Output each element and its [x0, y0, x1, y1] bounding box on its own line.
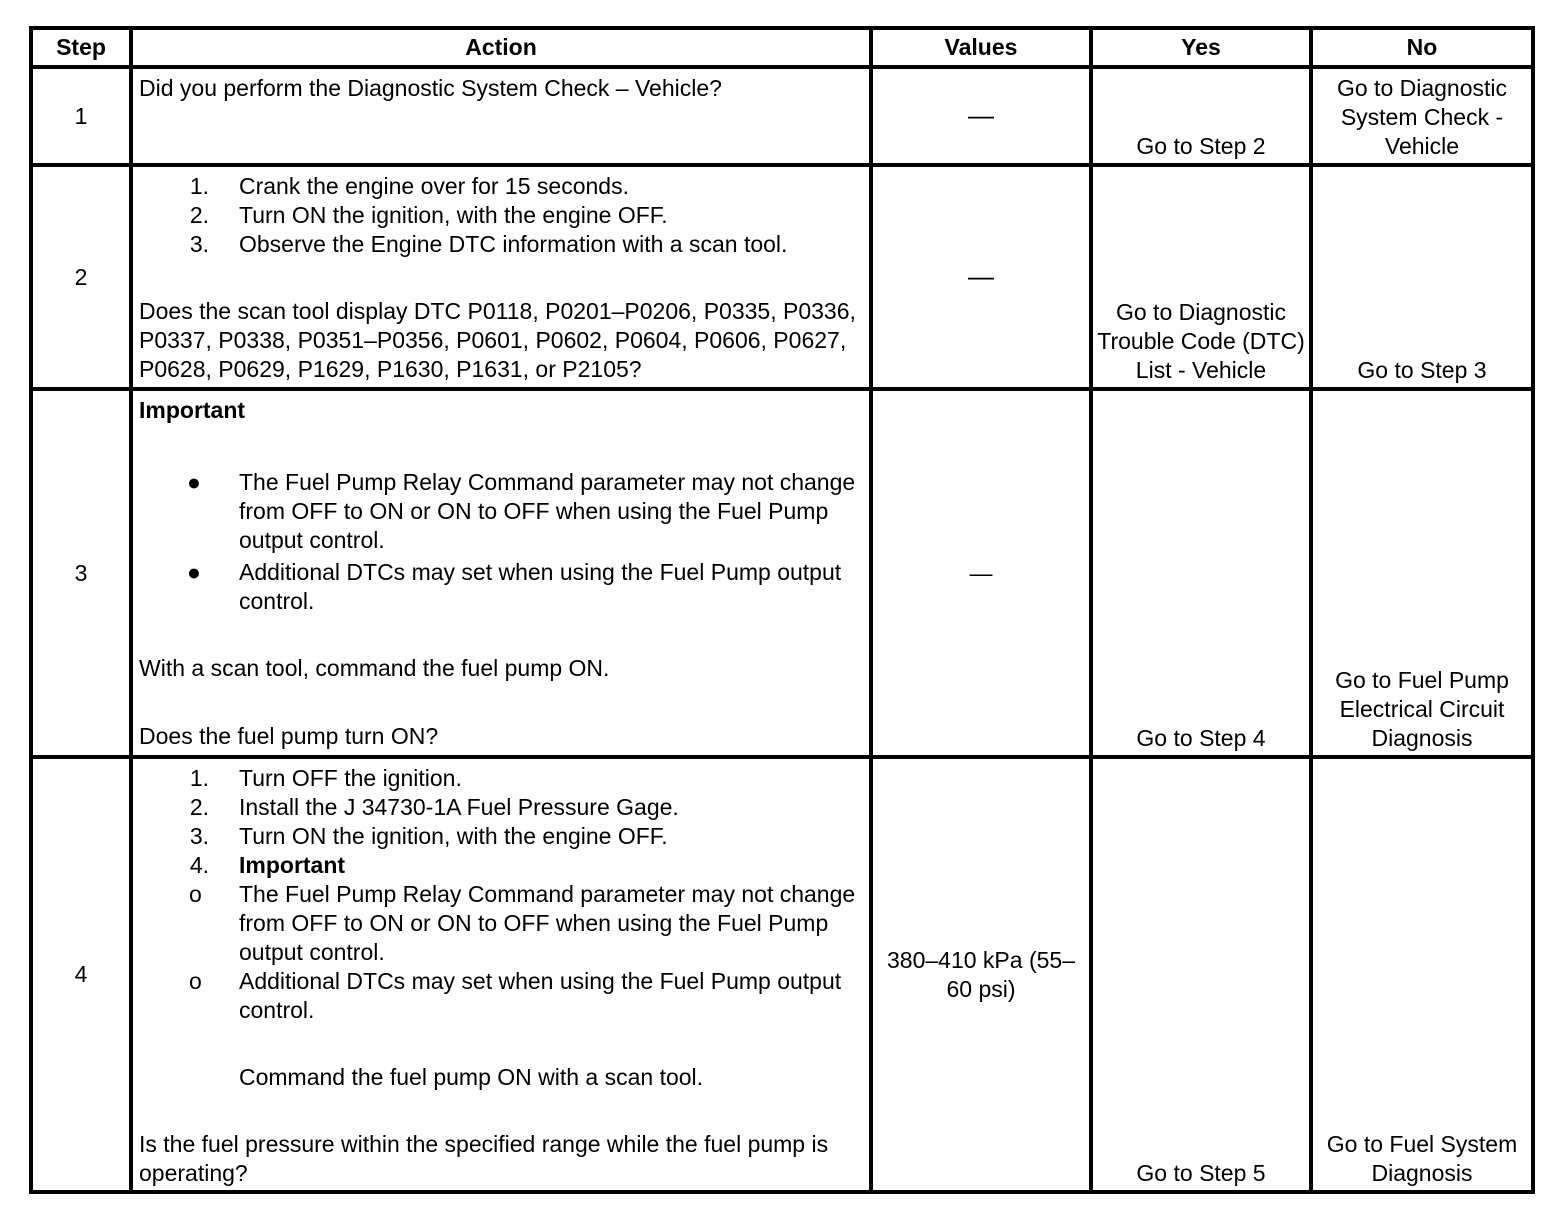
important-heading: Important [139, 397, 246, 423]
list-item [139, 764, 865, 793]
step-number: 3 [31, 389, 131, 757]
important-heading: Important [239, 852, 346, 878]
list-number: 4. [189, 852, 209, 878]
list-item [139, 558, 865, 616]
list-text: Install the J 34730-1A Fuel Pressure Gage. [239, 794, 679, 820]
step-number: 2 [31, 165, 131, 389]
values-dash: — [969, 559, 993, 586]
no-cell [1311, 165, 1533, 389]
header-values: Values [871, 28, 1091, 67]
action-cell [131, 389, 871, 757]
action-instruction: With a scan tool, command the fuel pump ON. [139, 655, 610, 681]
action-cell [131, 165, 871, 389]
values-cell [871, 389, 1091, 757]
action-question: Did you perform the Diagnostic System Check – Vehicle? [139, 75, 722, 101]
step-number: 4 [31, 757, 131, 1192]
action-instruction: Command the fuel pump ON with a scan tool. [239, 1064, 704, 1090]
list-text: Turn ON the ignition, with the engine OFF. [239, 823, 668, 849]
list-text: Crank the engine over for 15 seconds. [239, 173, 629, 199]
important-sub-bullets [139, 880, 865, 1025]
no-action: Go to Diagnostic System Check - Vehicle [1336, 75, 1508, 159]
list-number: 2. [189, 794, 209, 820]
list-text: The Fuel Pump Relay Command parameter may not change from OFF to ON or ON to OFF when using the Fuel Pump output control. [239, 881, 856, 965]
list-item [139, 230, 865, 259]
list-text: The Fuel Pump Relay Command parameter may not change from OFF to ON or ON to OFF when using the Fuel Pump output control. [239, 469, 856, 553]
values-cell [871, 165, 1091, 389]
list-text: Observe the Engine DTC information with a scan tool. [239, 231, 788, 257]
list-text: Additional DTCs may set when using the Fuel Pump output control. [239, 559, 842, 614]
list-item [139, 851, 865, 880]
header-step: Step [31, 28, 131, 67]
list-item [139, 201, 865, 230]
list-item [139, 967, 865, 1025]
header-row [31, 28, 1533, 67]
no-cell [1311, 757, 1533, 1192]
bullet-icon: ● [187, 559, 201, 585]
table-row-step-1 [31, 67, 1533, 165]
no-cell [1311, 389, 1533, 757]
bullet-icon: ● [187, 469, 201, 495]
values-cell [871, 757, 1091, 1192]
circle-bullet-icon: o [189, 881, 202, 907]
list-item [139, 172, 865, 201]
yes-cell [1091, 389, 1311, 757]
list-item [139, 793, 865, 822]
list-number: 1. [189, 765, 209, 791]
header-no: No [1311, 28, 1533, 67]
list-text: Additional DTCs may set when using the Fuel Pump output control. [239, 968, 842, 1023]
list-number: 1. [189, 173, 209, 199]
values-range: 380–410 kPa (55–60 psi) [887, 946, 1075, 1002]
table-row-step-3 [31, 389, 1533, 757]
diagnostic-table [29, 26, 1535, 1194]
yes-action: Go to Step 5 [1136, 1160, 1266, 1186]
yes-action: Go to Step 2 [1136, 133, 1266, 159]
action-question: Does the scan tool display DTC P0118, P0201–P0206, P0335, P0336, P0337, P0338, P0351–P0356, P0601, P0602, P0604, P0606, P0627, P0628, P0629, P1629, P1630, P1631, or P2105? [139, 298, 856, 382]
list-item [139, 880, 865, 967]
table-row-step-2 [31, 165, 1533, 389]
values-dash: — [968, 100, 994, 130]
action-cell [131, 757, 871, 1192]
action-question: Is the fuel pressure within the specified range while the fuel pump is operating? [139, 1131, 829, 1186]
list-number: 3. [189, 823, 209, 849]
header-yes: Yes [1091, 28, 1311, 67]
yes-cell [1091, 757, 1311, 1192]
no-action: Go to Fuel System Diagnosis [1326, 1131, 1518, 1186]
numbered-steps [139, 764, 865, 880]
action-question: Does the fuel pump turn ON? [139, 723, 439, 749]
circle-bullet-icon: o [189, 968, 202, 994]
list-text: Turn OFF the ignition. [239, 765, 462, 791]
step-number: 1 [31, 67, 131, 165]
list-item [139, 468, 865, 555]
list-text: Turn ON the ignition, with the engine OFF. [239, 202, 668, 228]
numbered-steps [139, 172, 865, 259]
list-number: 3. [189, 231, 209, 257]
important-bullets [139, 468, 865, 616]
no-action: Go to Step 3 [1357, 357, 1487, 383]
action-cell [131, 67, 871, 165]
list-item [139, 822, 865, 851]
yes-action: Go to Step 4 [1136, 725, 1266, 751]
values-cell [871, 67, 1091, 165]
no-cell [1311, 67, 1533, 165]
values-dash: — [968, 261, 994, 291]
yes-cell [1091, 165, 1311, 389]
list-number: 2. [189, 202, 209, 228]
table-row-step-4 [31, 757, 1533, 1192]
no-action: Go to Fuel Pump Electrical Circuit Diagnosis [1335, 667, 1509, 751]
yes-action: Go to Diagnostic Trouble Code (DTC) List - Vehicle [1097, 299, 1305, 383]
yes-cell [1091, 67, 1311, 165]
header-action: Action [131, 28, 871, 67]
